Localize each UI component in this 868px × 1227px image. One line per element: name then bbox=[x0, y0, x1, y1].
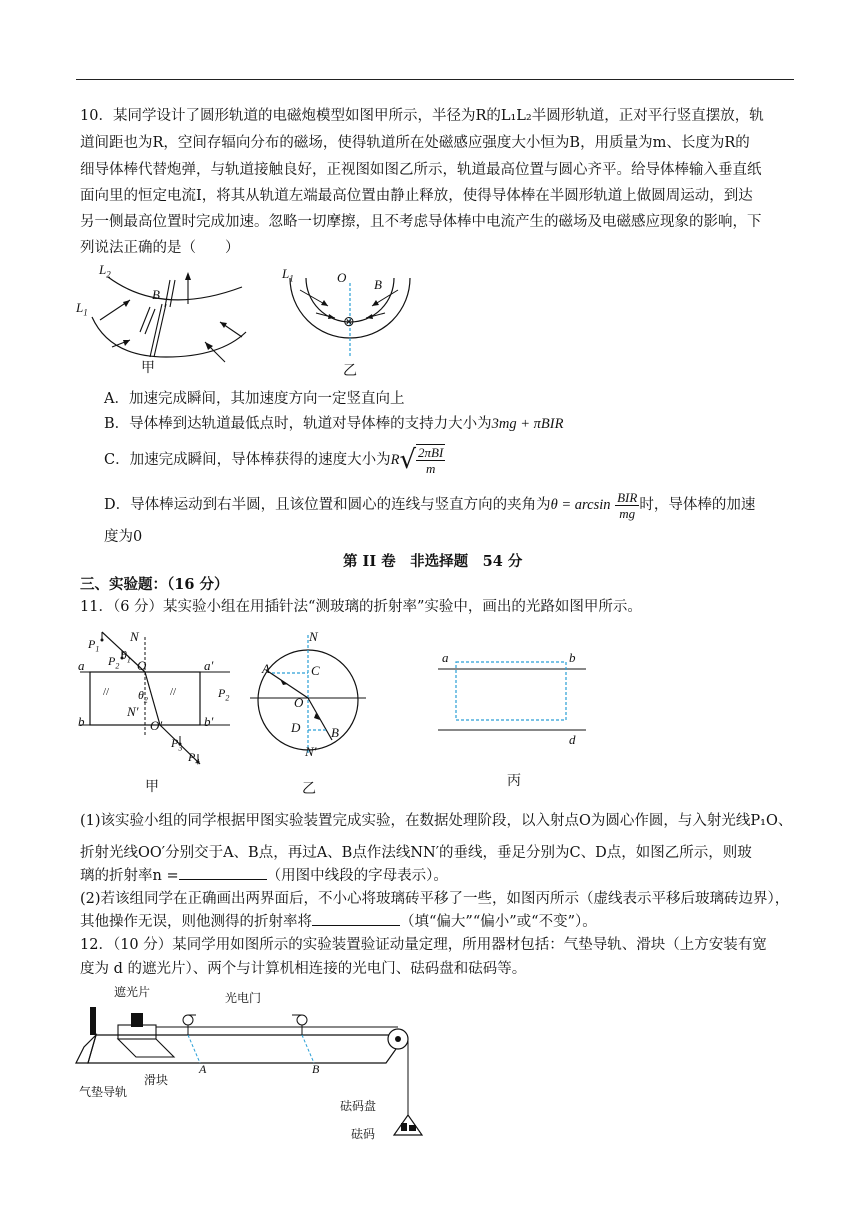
q10-yi-O: O bbox=[337, 270, 347, 285]
q10-option-c: C．加速完成瞬间，导体棒获得的速度大小为R√ $\frac{\text{2πBI}}{m}$ bbox=[104, 445, 444, 476]
q11-yi-caption: 乙 bbox=[302, 781, 316, 797]
q11-jia-a: a bbox=[78, 658, 85, 673]
q10-jia-L1: $L_1$ bbox=[76, 300, 88, 318]
q11-jia-theta1: $\theta_1$ bbox=[121, 648, 131, 665]
q10-line-4: 面向里的恒定电流I，将其从轨道左端最高位置由静止释放，使得导体棒在半圆形轨道上做圆周运动，到达 bbox=[80, 188, 753, 204]
q10-yi-L1: $L_1$ bbox=[282, 266, 294, 284]
q11-jia-P2: $P_2$ bbox=[108, 654, 120, 671]
section-2-title: 第 II 卷 非选择题 54 分 bbox=[343, 553, 523, 570]
q11-bing-a: a bbox=[442, 650, 449, 665]
q11-bing-b: b bbox=[569, 650, 576, 665]
q10-option-b: B．导体棒到达轨道最低点时，轨道对导体棒的支持力大小为3mg + πBIR bbox=[104, 416, 564, 432]
q11-answer-blank-1[interactable] bbox=[179, 865, 267, 880]
q10-jia-B: B bbox=[152, 287, 160, 302]
q11-jia-caption: 甲 bbox=[145, 779, 159, 795]
q10-line-2: 道间距也为R，空间存辐向分布的磁场，使得轨道所在处磁感应强度大小恒为B，用质量为m、长度为R的 bbox=[80, 135, 750, 151]
section-3-title: 三、实验题：（16 分） bbox=[80, 576, 229, 593]
q11-jia-hatch-right: // bbox=[170, 686, 177, 698]
q11-answer-blank-2[interactable] bbox=[312, 911, 400, 926]
q12-label-weight: 砝码 bbox=[351, 1127, 376, 1141]
q10-line-6: 列说法正确的是（ ） bbox=[80, 240, 240, 256]
q12-label-A: A bbox=[199, 1062, 207, 1076]
q12-label-pan: 砝码盘 bbox=[340, 1099, 377, 1113]
q11-yi-N-prime: N′ bbox=[305, 744, 317, 759]
q11-jia-O-prime: O′ bbox=[150, 718, 163, 733]
q11-jia-hatch-left: // bbox=[103, 686, 110, 698]
q11-yi-B: B bbox=[331, 725, 339, 740]
q11-part2-line1: (2)若该组同学在正确画出两界面后，不小心将玻璃砖平移了一些，如图丙所示（虚线表示平移后玻璃砖边界）， bbox=[80, 891, 790, 907]
q10-yi-caption: 乙 bbox=[343, 363, 357, 379]
q11-intro: 11．（6 分）某实验小组在用插针法“测玻璃的折射率”实验中，画出的光路如图甲所示。 bbox=[80, 599, 642, 615]
q10-option-d-line2: 度为0 bbox=[104, 529, 143, 545]
q11-figure-bing bbox=[438, 660, 588, 740]
q10-yi-B: B bbox=[374, 277, 382, 292]
q11-part2-line2: 其他操作无误，则他测得的折射率将 （填“偏大”“偏小”或“不变”）。 bbox=[80, 910, 597, 935]
q10-jia-caption: 甲 bbox=[141, 360, 155, 376]
q11-jia-P3: $P_3$ bbox=[171, 736, 183, 753]
q10-line-3: 细导体棒代替炮弹，与轨道接触良好，正视图如图乙所示，轨道最高位置与圆心齐平。给导体棒输入垂直纸 bbox=[80, 162, 762, 178]
q10-option-a: A．加速完成瞬间，其加速度方向一定竖直向上 bbox=[104, 391, 405, 407]
q11-jia-b: b bbox=[78, 714, 85, 729]
q11-jia-O: O bbox=[137, 658, 147, 673]
q10-option-d: D．导体棒运动到右半圆，且该位置和圆心的连线与竖直方向的夹角为θ = arcsin $\frac{\text{BIR}}{mg}$ 时，导体棒的加速 bbox=[104, 489, 756, 521]
q10-yi-current-icon: ⊗ bbox=[343, 315, 355, 330]
q12-label-shade: 遮光片 bbox=[114, 985, 151, 999]
q12-label-slider: 滑块 bbox=[144, 1073, 169, 1087]
q11-jia-P1: $P_1$ bbox=[88, 637, 100, 654]
q10-jia-L2: $L_2$ bbox=[99, 262, 111, 280]
q11-bing-caption: 丙 bbox=[507, 773, 521, 789]
q11-jia-theta2: $\theta_2$ bbox=[138, 688, 148, 705]
q11-yi-N: N bbox=[309, 629, 318, 644]
q12-label-rail: 气垫导轨 bbox=[79, 1085, 128, 1099]
q12-label-B: B bbox=[312, 1062, 320, 1076]
q11-part1-line2: 折射光线OO′分别交于A、B点，再过A、B点作法线NN′的垂线，垂足分别为C、D点，如图乙所示，则玻 bbox=[80, 845, 752, 861]
q10-line-5: 另一侧最高位置时完成加速。忽略一切摩擦，且不考虑导体棒中电流产生的磁场及电磁感应现象的影响，下 bbox=[80, 214, 762, 230]
q11-jia-b-prime: b′ bbox=[204, 714, 214, 729]
q11-part1-line1: (1)该实验小组的同学根据甲图实验装置完成实验，在数据处理阶段，以入射点O为圆心作圆，与入射光线P₁O、 bbox=[80, 813, 793, 829]
q10-figure-yi bbox=[280, 268, 420, 358]
q11-jia-N: N bbox=[130, 629, 139, 644]
q11-part1-line3: 璃的折射率n = （用图中线段的字母表示）。 bbox=[80, 864, 448, 889]
q11-yi-C: C bbox=[311, 663, 320, 678]
header-rule bbox=[76, 79, 794, 80]
q11-jia-P2-right: $P_2$ bbox=[218, 686, 230, 703]
q12-apparatus-figure bbox=[76, 1005, 436, 1145]
q11-bing-d: d bbox=[569, 732, 576, 747]
q11-jia-a-prime: a′ bbox=[204, 658, 214, 673]
q12-label-gate: 光电门 bbox=[225, 991, 262, 1005]
q11-jia-P4: $P_4$ bbox=[188, 750, 200, 767]
q12-line1: 12．（10 分）某同学用如图所示的实验装置验证动量定理，所用器材包括：气垫导轨、滑块（上方安装有宽 bbox=[80, 937, 767, 953]
q11-jia-N-prime: N′ bbox=[127, 704, 139, 719]
q11-yi-O: O bbox=[294, 695, 304, 710]
q12-line2: 度为 d 的遮光片）、两个与计算机相连接的光电门、砝码盘和砝码等。 bbox=[80, 961, 527, 977]
q11-yi-A: A bbox=[262, 661, 270, 676]
q11-yi-D: D bbox=[291, 720, 301, 735]
q10-line-1: 10．某同学设计了圆形轨道的电磁炮模型如图甲所示，半径为R的L₁L₂半圆形轨道，正对平行竖直摆放，轨 bbox=[80, 108, 764, 124]
q11-figure-yi bbox=[250, 630, 370, 760]
